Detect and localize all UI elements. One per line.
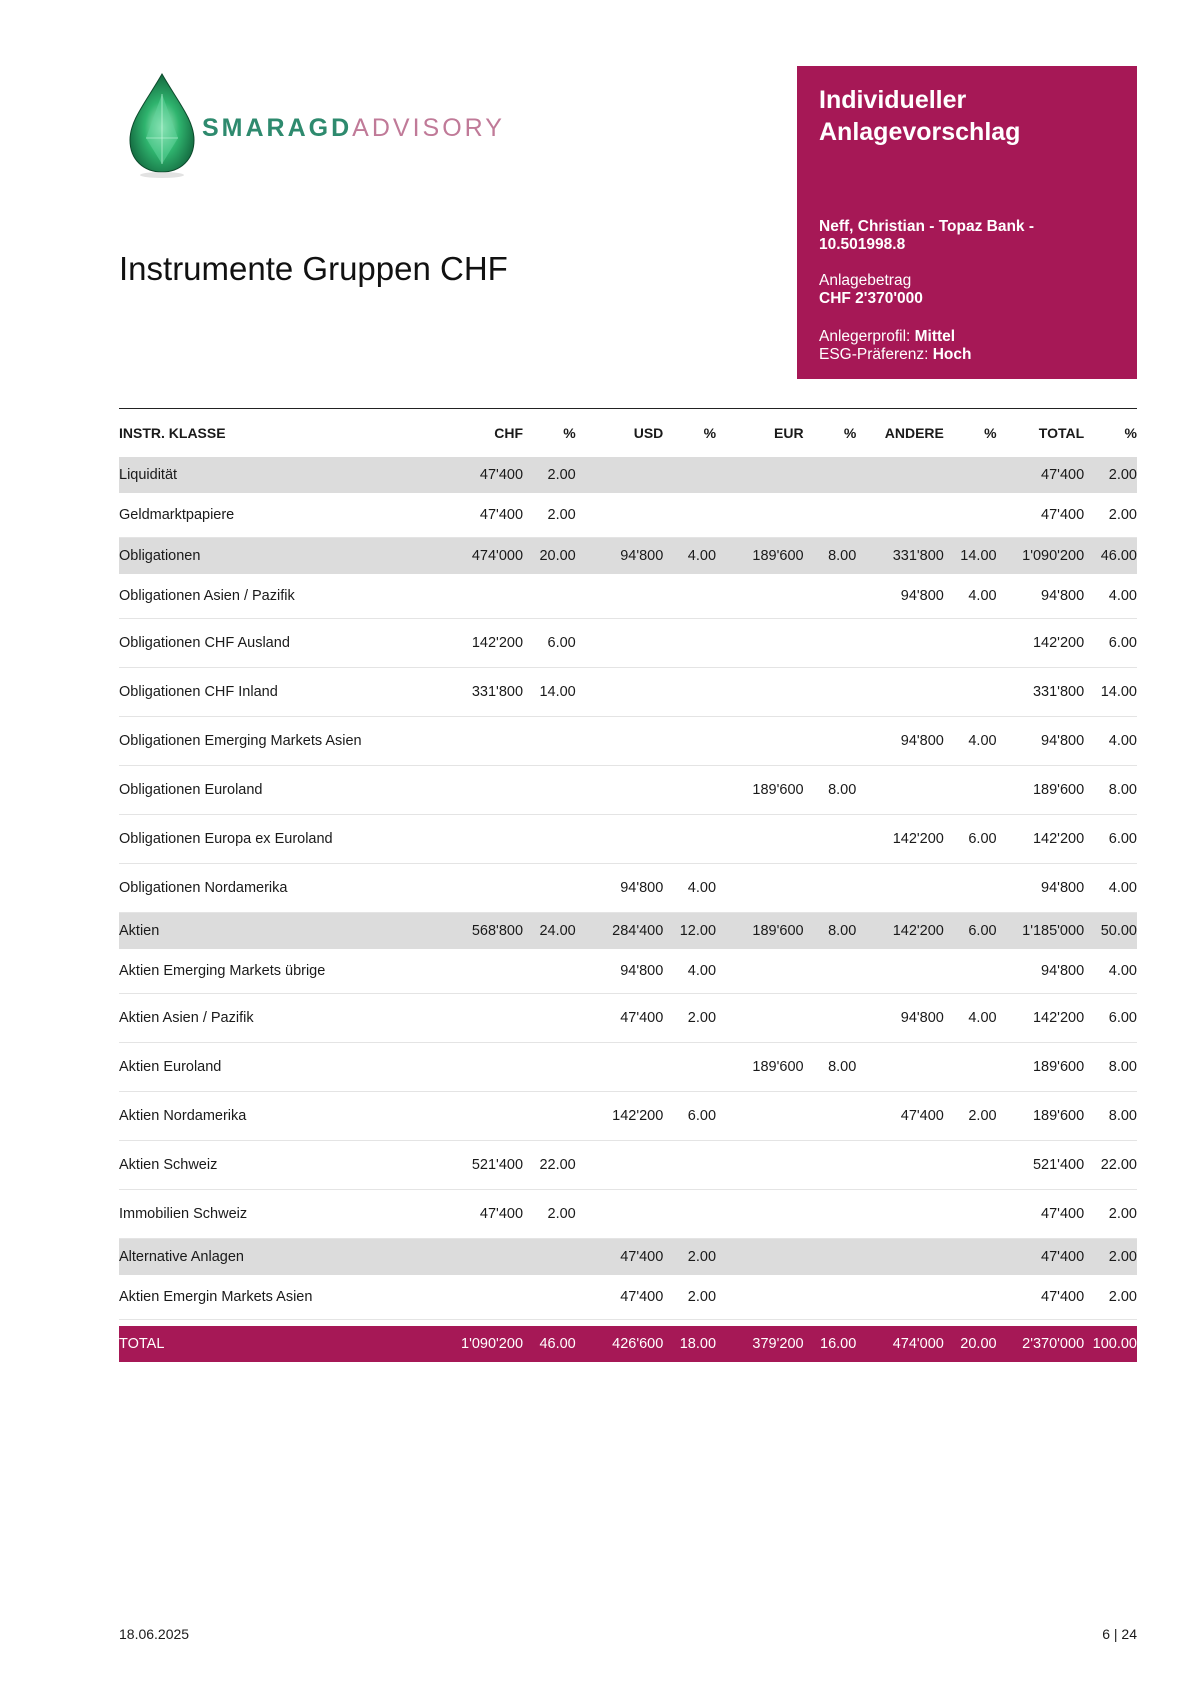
table-cell xyxy=(804,1141,857,1190)
table-cell: 47'400 xyxy=(997,1190,1085,1239)
table-cell: 94'800 xyxy=(997,949,1085,994)
total-row xyxy=(119,1326,1137,1362)
row-label: Obligationen CHF Inland xyxy=(119,668,435,717)
table-cell: 8.00 xyxy=(804,1043,857,1092)
table-cell: 24.00 xyxy=(523,913,576,950)
table-cell: 8.00 xyxy=(1084,766,1137,815)
table-cell xyxy=(435,1043,523,1092)
table-cell xyxy=(663,766,716,815)
row-label: Aktien xyxy=(119,913,435,950)
table-cell xyxy=(523,1239,576,1276)
group-row xyxy=(119,1239,1137,1276)
table-cell xyxy=(716,1190,804,1239)
table-row xyxy=(119,1043,1137,1092)
table-cell: 521'400 xyxy=(997,1141,1085,1190)
row-label: Obligationen Euroland xyxy=(119,766,435,815)
table-cell: 94'800 xyxy=(576,538,664,575)
table-cell: 47'400 xyxy=(856,1092,944,1141)
table-cell: 8.00 xyxy=(1084,1043,1137,1092)
table-cell xyxy=(523,815,576,864)
client-account: 10.501998.8 xyxy=(819,236,906,253)
page-title: Instrumente Gruppen CHF xyxy=(119,250,508,287)
table-cell xyxy=(663,815,716,864)
table-cell: 474'000 xyxy=(856,1326,944,1362)
table-cell xyxy=(716,994,804,1043)
table-cell xyxy=(944,457,997,493)
table-cell xyxy=(663,1190,716,1239)
table-row xyxy=(119,668,1137,717)
column-header: EUR xyxy=(774,425,804,441)
row-label: Obligationen Asien / Pazifik xyxy=(119,574,435,619)
table-cell xyxy=(804,574,857,619)
table-cell: 4.00 xyxy=(663,949,716,994)
table-cell xyxy=(856,1141,944,1190)
table-cell xyxy=(435,1092,523,1141)
column-header: ANDERE xyxy=(884,425,944,441)
table-cell xyxy=(944,949,997,994)
table-cell: 47'400 xyxy=(576,1275,664,1320)
table-cell xyxy=(944,1043,997,1092)
row-label: Obligationen xyxy=(119,538,435,575)
table-cell: 8.00 xyxy=(804,913,857,950)
table-cell xyxy=(716,717,804,766)
table-cell: 46.00 xyxy=(523,1326,576,1362)
table-cell: 8.00 xyxy=(804,538,857,575)
table-cell: 4.00 xyxy=(1084,717,1137,766)
table-cell: 94'800 xyxy=(856,574,944,619)
table-row xyxy=(119,1141,1137,1190)
table-cell xyxy=(856,949,944,994)
table-cell xyxy=(523,1043,576,1092)
table-cell xyxy=(576,668,664,717)
table-cell: 47'400 xyxy=(997,1275,1085,1320)
table-cell: 2.00 xyxy=(944,1092,997,1141)
table-cell: 47'400 xyxy=(997,457,1085,493)
table-cell xyxy=(523,1275,576,1320)
table-cell xyxy=(716,1275,804,1320)
group-row xyxy=(119,538,1137,575)
table-cell: 94'800 xyxy=(856,717,944,766)
table-cell xyxy=(856,1043,944,1092)
table-cell xyxy=(804,815,857,864)
table-cell: 6.00 xyxy=(663,1092,716,1141)
table-cell: 8.00 xyxy=(804,766,857,815)
table-row xyxy=(119,815,1137,864)
investor-profile xyxy=(819,328,971,364)
table-cell xyxy=(523,717,576,766)
column-header: % xyxy=(984,425,997,441)
row-label: Obligationen Nordamerika xyxy=(119,864,435,913)
emerald-gem-icon xyxy=(126,72,198,178)
table-cell xyxy=(523,864,576,913)
table-cell: 18.00 xyxy=(663,1326,716,1362)
table-cell xyxy=(523,949,576,994)
brand-name-bold: SMARAGD xyxy=(202,114,353,142)
table-cell: 47'400 xyxy=(576,1239,664,1276)
table-cell xyxy=(435,864,523,913)
instrument-groups-table xyxy=(119,408,1137,1362)
table-cell: 189'600 xyxy=(716,913,804,950)
table-row xyxy=(119,717,1137,766)
table-cell xyxy=(576,457,664,493)
table-cell: 8.00 xyxy=(1084,1092,1137,1141)
table-cell: 22.00 xyxy=(1084,1141,1137,1190)
table-cell: 100.00 xyxy=(1084,1326,1137,1362)
table-cell xyxy=(804,1092,857,1141)
column-header: % xyxy=(703,425,717,441)
table-cell xyxy=(944,1141,997,1190)
table-cell: 1'185'000 xyxy=(997,913,1085,950)
table-cell xyxy=(944,1190,997,1239)
table-cell xyxy=(576,815,664,864)
esg-value: Hoch xyxy=(932,346,972,363)
column-header: % xyxy=(1124,425,1137,441)
brand-wordmark xyxy=(202,114,505,143)
table-cell: 568'800 xyxy=(435,913,523,950)
table-cell xyxy=(523,574,576,619)
table-cell xyxy=(576,574,664,619)
table-cell: 16.00 xyxy=(804,1326,857,1362)
table-cell: 331'800 xyxy=(435,668,523,717)
row-label: Aktien Euroland xyxy=(119,1043,435,1092)
table-row xyxy=(119,949,1137,994)
table-cell: 47'400 xyxy=(435,457,523,493)
group-row xyxy=(119,913,1137,950)
table-cell xyxy=(804,1275,857,1320)
investment-amount xyxy=(819,272,923,308)
table-cell xyxy=(944,668,997,717)
table-cell: 6.00 xyxy=(1084,619,1137,668)
table-cell xyxy=(663,668,716,717)
table-cell: 521'400 xyxy=(435,1141,523,1190)
table-cell: 4.00 xyxy=(944,717,997,766)
table-cell: 14.00 xyxy=(523,668,576,717)
table-cell xyxy=(856,1275,944,1320)
table-cell xyxy=(856,457,944,493)
table-cell: 6.00 xyxy=(944,913,997,950)
table-cell xyxy=(804,864,857,913)
footer-date: 18.06.2025 xyxy=(119,1626,190,1642)
column-header: TOTAL xyxy=(1038,425,1085,441)
table-cell: 2.00 xyxy=(1084,457,1137,493)
table-cell xyxy=(663,574,716,619)
table-cell: 4.00 xyxy=(1084,864,1137,913)
amount-value: CHF 2'370'000 xyxy=(819,290,923,307)
table-cell xyxy=(804,949,857,994)
table-cell: 20.00 xyxy=(944,1326,997,1362)
table-cell: 20.00 xyxy=(523,538,576,575)
proposal-title-line1: Individueller xyxy=(819,86,967,114)
table-cell xyxy=(716,864,804,913)
table-cell xyxy=(435,994,523,1043)
table-cell xyxy=(435,766,523,815)
table-cell: 4.00 xyxy=(1084,949,1137,994)
table-cell xyxy=(523,994,576,1043)
table-cell xyxy=(435,815,523,864)
table-cell: 94'800 xyxy=(576,864,664,913)
table-cell: 189'600 xyxy=(997,1043,1085,1092)
row-label: Obligationen Emerging Markets Asien xyxy=(119,717,435,766)
table-cell: 142'200 xyxy=(856,815,944,864)
column-header: USD xyxy=(633,425,664,441)
table-row xyxy=(119,766,1137,815)
table-cell xyxy=(576,766,664,815)
table-cell: 6.00 xyxy=(1084,815,1137,864)
table-cell xyxy=(435,717,523,766)
group-row xyxy=(119,457,1137,493)
table-cell xyxy=(944,766,997,815)
row-label: Obligationen Europa ex Euroland xyxy=(119,815,435,864)
table-row xyxy=(119,493,1137,538)
table-cell xyxy=(576,1190,664,1239)
table-cell: 1'090'200 xyxy=(997,538,1085,575)
table-cell xyxy=(804,493,857,538)
table-cell xyxy=(944,864,997,913)
table-cell xyxy=(435,574,523,619)
table-cell: 94'800 xyxy=(997,864,1085,913)
table-cell xyxy=(716,574,804,619)
row-label: Aktien Nordamerika xyxy=(119,1092,435,1141)
table-cell: 474'000 xyxy=(435,538,523,575)
table-cell: 94'800 xyxy=(997,717,1085,766)
table-cell xyxy=(716,1141,804,1190)
row-label: Aktien Emergin Markets Asien xyxy=(119,1275,435,1320)
table-cell: 379'200 xyxy=(716,1326,804,1362)
table-cell: 142'200 xyxy=(997,994,1085,1043)
table-cell xyxy=(576,1141,664,1190)
table-cell: 189'600 xyxy=(716,766,804,815)
table-cell xyxy=(856,864,944,913)
profile-value: Mittel xyxy=(914,328,956,345)
table-cell: 189'600 xyxy=(716,1043,804,1092)
table-cell: 189'600 xyxy=(997,766,1085,815)
row-label: Aktien Schweiz xyxy=(119,1141,435,1190)
table-cell: 2.00 xyxy=(1084,1190,1137,1239)
table-cell xyxy=(944,493,997,538)
row-label: Obligationen CHF Ausland xyxy=(119,619,435,668)
table-cell: 2.00 xyxy=(1084,1275,1137,1320)
table-row xyxy=(119,619,1137,668)
table-cell xyxy=(663,717,716,766)
table-cell: 47'400 xyxy=(576,994,664,1043)
table-cell: 2.00 xyxy=(1084,1239,1137,1276)
row-label: Geldmarktpapiere xyxy=(119,493,435,538)
table-cell: 142'200 xyxy=(435,619,523,668)
table-cell xyxy=(435,949,523,994)
row-label: Liquidität xyxy=(119,457,435,493)
table-cell: 22.00 xyxy=(523,1141,576,1190)
table-cell: 94'800 xyxy=(856,994,944,1043)
table-cell xyxy=(856,1239,944,1276)
table-cell xyxy=(576,1043,664,1092)
table-cell: 284'400 xyxy=(576,913,664,950)
table-cell xyxy=(716,457,804,493)
table-cell: 4.00 xyxy=(944,994,997,1043)
table-cell: 142'200 xyxy=(856,913,944,950)
brand-logo xyxy=(126,72,505,182)
table-cell: 94'800 xyxy=(576,949,664,994)
column-header: % xyxy=(843,425,857,441)
column-header: CHF xyxy=(494,425,524,441)
table-cell xyxy=(944,1275,997,1320)
table-cell xyxy=(663,493,716,538)
table-cell xyxy=(576,493,664,538)
table-cell xyxy=(663,619,716,668)
column-header: % xyxy=(563,425,576,441)
table-row xyxy=(119,994,1137,1043)
table-cell: 2.00 xyxy=(663,994,716,1043)
table-cell: 47'400 xyxy=(435,493,523,538)
table-cell: 2.00 xyxy=(523,1190,576,1239)
table-cell: 1'090'200 xyxy=(435,1326,523,1362)
table-cell: 142'200 xyxy=(576,1092,664,1141)
table-cell: 2.00 xyxy=(523,493,576,538)
table-cell: 2.00 xyxy=(663,1275,716,1320)
table-cell: 189'600 xyxy=(716,538,804,575)
table-cell: 2.00 xyxy=(663,1239,716,1276)
table-cell xyxy=(944,619,997,668)
row-label: Aktien Emerging Markets übrige xyxy=(119,949,435,994)
table-cell xyxy=(435,1275,523,1320)
table-cell xyxy=(716,619,804,668)
table-cell xyxy=(804,457,857,493)
table-cell: 14.00 xyxy=(944,538,997,575)
table-row xyxy=(119,864,1137,913)
profile-label: Anlegerprofil: xyxy=(819,328,911,345)
table-cell xyxy=(716,815,804,864)
proposal-info-box xyxy=(797,66,1137,379)
table-cell xyxy=(716,1239,804,1276)
table-cell xyxy=(804,994,857,1043)
table-cell: 6.00 xyxy=(523,619,576,668)
table-cell xyxy=(523,1092,576,1141)
table-cell: 142'200 xyxy=(997,815,1085,864)
table-cell: 426'600 xyxy=(576,1326,664,1362)
table-cell: 2.00 xyxy=(523,457,576,493)
table-cell: 4.00 xyxy=(944,574,997,619)
table-cell: 14.00 xyxy=(1084,668,1137,717)
table-row xyxy=(119,574,1137,619)
table-cell: 331'800 xyxy=(997,668,1085,717)
table-cell xyxy=(856,619,944,668)
table-cell xyxy=(523,766,576,815)
table-cell xyxy=(663,457,716,493)
row-label: Alternative Anlagen xyxy=(119,1239,435,1276)
table-cell xyxy=(576,619,664,668)
table-cell xyxy=(804,1190,857,1239)
table-cell xyxy=(435,1239,523,1276)
table-cell xyxy=(856,493,944,538)
table-cell xyxy=(804,668,857,717)
row-label: TOTAL xyxy=(119,1326,435,1362)
table-cell xyxy=(944,1239,997,1276)
table-cell xyxy=(716,1092,804,1141)
table-cell: 46.00 xyxy=(1084,538,1137,575)
table-cell: 6.00 xyxy=(944,815,997,864)
table-cell: 47'400 xyxy=(997,493,1085,538)
table-cell: 12.00 xyxy=(663,913,716,950)
table-cell: 2.00 xyxy=(1084,493,1137,538)
table-cell: 4.00 xyxy=(663,538,716,575)
column-header: INSTR. KLASSE xyxy=(119,425,226,441)
table-cell xyxy=(856,766,944,815)
table-cell xyxy=(663,1141,716,1190)
table-cell xyxy=(716,668,804,717)
table-cell xyxy=(856,1190,944,1239)
row-label: Immobilien Schweiz xyxy=(119,1190,435,1239)
proposal-title-line2: Anlagevorschlag xyxy=(819,118,1021,146)
table-cell: 50.00 xyxy=(1084,913,1137,950)
table-cell xyxy=(856,668,944,717)
table-cell: 47'400 xyxy=(435,1190,523,1239)
table-cell xyxy=(804,619,857,668)
table-cell: 4.00 xyxy=(663,864,716,913)
amount-label: Anlagebetrag xyxy=(819,272,912,289)
table-cell: 47'400 xyxy=(997,1239,1085,1276)
table-header-row xyxy=(119,409,1137,457)
page-number: 6 | 24 xyxy=(1102,1626,1137,1642)
table-cell xyxy=(716,949,804,994)
client-name: Neff, Christian - Topaz Bank - xyxy=(819,218,1035,235)
client-info xyxy=(819,218,1119,254)
table-cell: 6.00 xyxy=(1084,994,1137,1043)
table-cell xyxy=(663,1043,716,1092)
proposal-title xyxy=(819,84,1115,148)
table-row xyxy=(119,1275,1137,1320)
table-cell xyxy=(576,717,664,766)
table-cell: 2'370'000 xyxy=(997,1326,1085,1362)
esg-label: ESG-Präferenz: xyxy=(819,346,929,363)
table-cell: 189'600 xyxy=(997,1092,1085,1141)
table-row xyxy=(119,1092,1137,1141)
table-cell xyxy=(804,717,857,766)
table-cell: 4.00 xyxy=(1084,574,1137,619)
table-cell xyxy=(716,493,804,538)
table-cell: 331'800 xyxy=(856,538,944,575)
table-cell: 142'200 xyxy=(997,619,1085,668)
table-row xyxy=(119,1190,1137,1239)
table-cell xyxy=(804,1239,857,1276)
brand-name-light: ADVISORY xyxy=(352,114,505,142)
table-cell: 94'800 xyxy=(997,574,1085,619)
row-label: Aktien Asien / Pazifik xyxy=(119,994,435,1043)
